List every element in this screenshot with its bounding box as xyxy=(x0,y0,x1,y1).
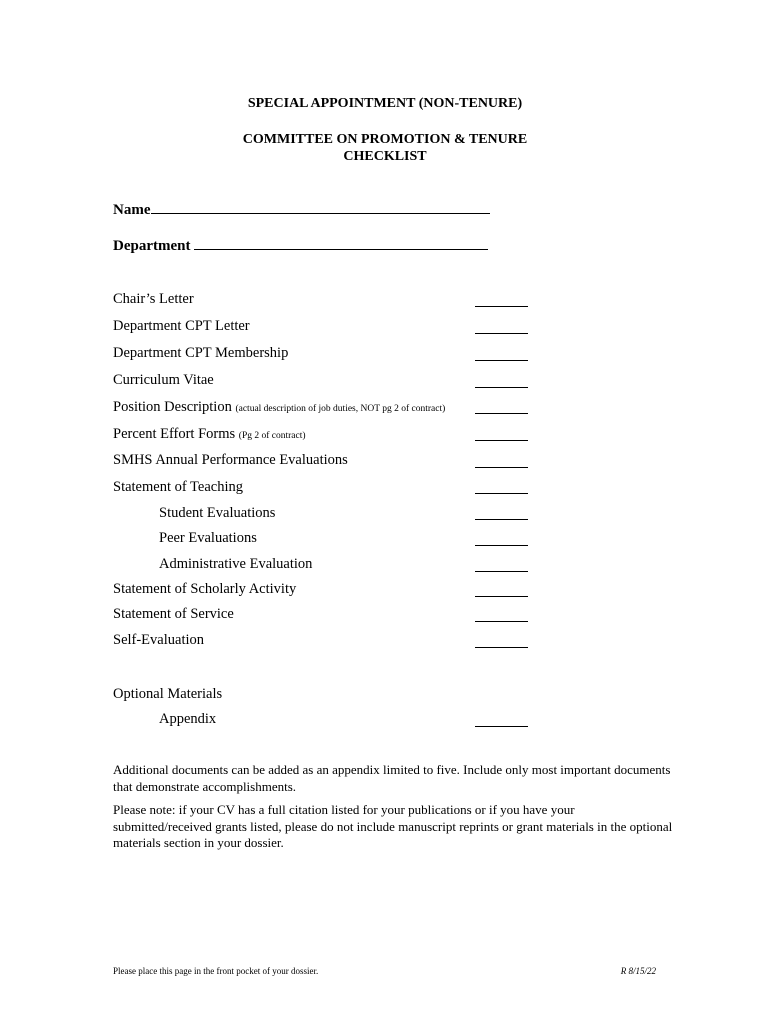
check-blank[interactable] xyxy=(475,647,528,648)
name-label: Name xyxy=(113,202,151,218)
check-blank[interactable] xyxy=(475,306,528,307)
department-label: Department xyxy=(113,238,191,254)
list-item: Student Evaluations xyxy=(159,505,276,521)
check-blank[interactable] xyxy=(475,545,528,546)
check-blank[interactable] xyxy=(475,596,528,597)
list-item: Department CPT Membership xyxy=(113,345,289,361)
optional-materials-heading: Optional Materials xyxy=(113,686,223,702)
list-item: Curriculum Vitae xyxy=(113,372,214,388)
list-item: Chair’s Letter xyxy=(113,291,194,307)
list-item: Statement of Teaching xyxy=(113,479,243,495)
additional-documents-note: Additional documents can be added as an appendix limited to five. Include only most important documents that demonstrate accomplishments. xyxy=(113,762,671,794)
name-line[interactable] xyxy=(151,201,490,214)
check-blank[interactable] xyxy=(475,493,528,494)
form-title: SPECIAL APPOINTMENT (NON-TENURE) xyxy=(247,96,523,111)
name-field[interactable] xyxy=(113,201,490,219)
appendix-item: Appendix xyxy=(159,711,217,727)
list-item: Department CPT Letter xyxy=(113,318,250,334)
check-blank[interactable] xyxy=(475,467,528,468)
check-blank[interactable] xyxy=(475,360,528,361)
department-field[interactable] xyxy=(113,237,488,255)
department-line[interactable] xyxy=(194,237,488,250)
check-blank[interactable] xyxy=(475,387,528,388)
check-blank[interactable] xyxy=(475,621,528,622)
list-item: Administrative Evaluation xyxy=(159,556,313,572)
list-item: Peer Evaluations xyxy=(159,530,257,546)
check-blank[interactable] xyxy=(475,726,528,727)
checklist-title: CHECKLIST xyxy=(343,149,427,164)
list-item: Self-Evaluation xyxy=(113,632,205,648)
list-item: SMHS Annual Performance Evaluations xyxy=(113,452,348,468)
check-blank[interactable] xyxy=(475,519,528,520)
footer-instruction: Please place this page in the front pocket of your dossier. xyxy=(113,966,319,976)
list-item: Position Description (actual description of job duties, NOT pg 2 of contract) xyxy=(113,399,446,415)
list-item: Percent Effort Forms (Pg 2 of contract) xyxy=(113,426,306,442)
list-item: Statement of Service xyxy=(113,606,234,622)
check-blank[interactable] xyxy=(475,440,528,441)
please-note-paragraph: Please note: if your CV has a full citation listed for your publications or if you have your submitted/received grants listed, please do not include manuscript reprints or grant materials in the optional materials section in your dossier. xyxy=(113,802,673,850)
check-blank[interactable] xyxy=(475,413,528,414)
list-item: Statement of Scholarly Activity xyxy=(113,581,297,597)
check-blank[interactable] xyxy=(475,333,528,334)
revision-date: R 8/15/22 xyxy=(620,966,656,976)
check-blank[interactable] xyxy=(475,571,528,572)
committee-title: COMMITTEE ON PROMOTION & TENURE xyxy=(242,132,528,147)
